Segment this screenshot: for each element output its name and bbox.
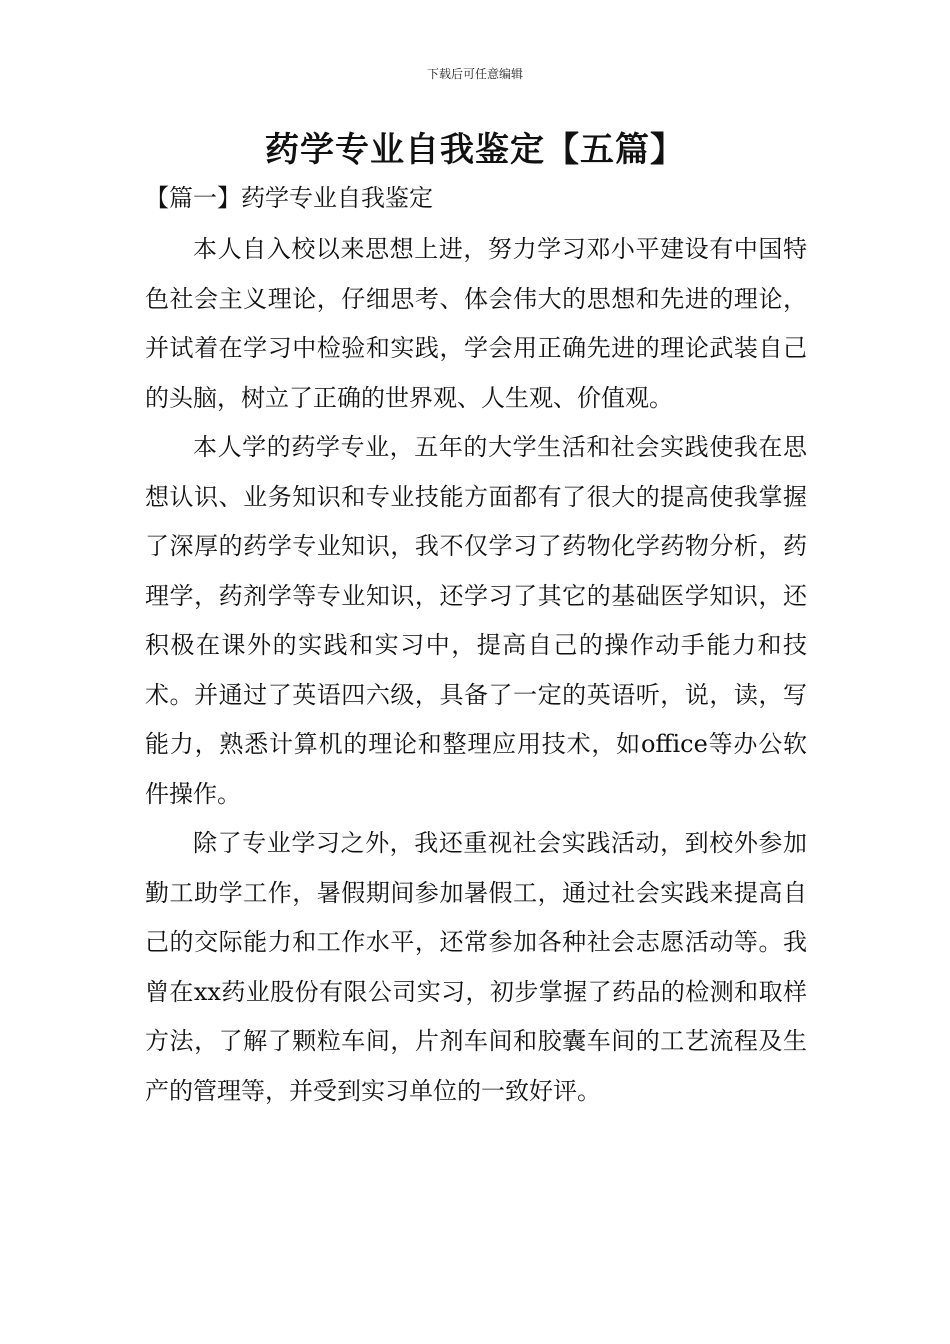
paragraph-2: 本人学的药学专业，五年的大学生活和社会实践使我在思想认识、业务知识和专业技能方面都有了很大的提高使我掌握了深厚的药学专业知识，我不仅学习了药物化学药物分析，药理学，药剂学等专业知识，还学习了其它的基础医学知识，还积极在课外的实践和实习中，提高自己的操作动手能力和技术。并通过了英语四六级，具备了一定的英语听，说，读，写能力，熟悉计算机的理论和整理应用技术，如office等办公软件操作。 (145, 433, 807, 808)
page-title: 药学专业自我鉴定【五篇】 (265, 130, 685, 170)
paragraph-3: 除了专业学习之外，我还重视社会实践活动，到校外参加勤工助学工作，暑假期间参加暑假工，通过社会实践来提高自己的交际能力和工作水平，还常参加各种社会志愿活动等。我曾在xx药业股份有限公司实习，初步掌握了药品的检测和取样方法，了解了颗粒车间，片剂车间和胶囊车间的工艺流程及生产的管理等，并受到实习单位的一致好评。 (145, 829, 807, 1105)
paragraph-1: 本人自入校以来思想上进，努力学习邓小平建设有中国特色社会主义理论，仔细思考、体会伟大的思想和先进的理论，并试着在学习中检验和实践，学会用正确先进的理论武装自己的头脑，树立了正确的世界观、人生观、价值观。 (145, 235, 807, 412)
header-note: 下载后可任意编辑 (426, 67, 523, 81)
section-heading: 【篇一】药学专业自我鉴定 (145, 184, 433, 212)
body-text (145, 225, 807, 1116)
